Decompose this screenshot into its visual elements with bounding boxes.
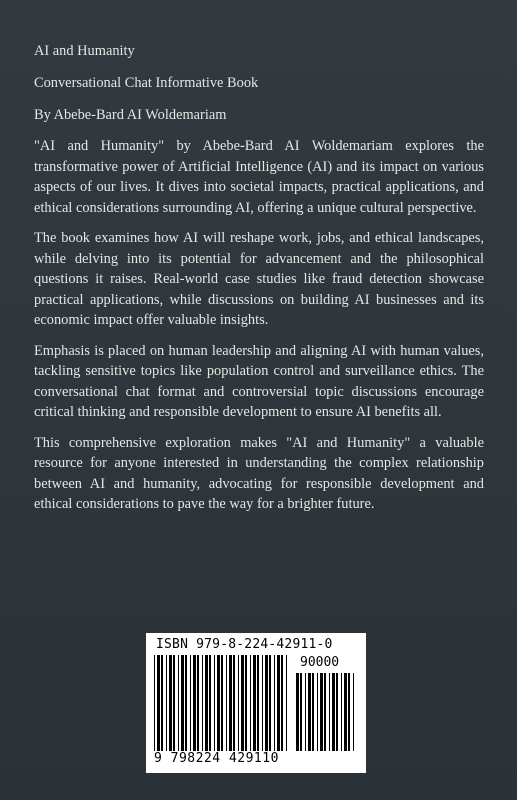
barcode-bar: [336, 673, 338, 751]
barcode-bar: [157, 655, 160, 751]
barcode-bar: [178, 655, 179, 751]
barcode-bar: [329, 673, 330, 751]
description-paragraph-1: "AI and Humanity" by Abebe-Bard AI Woldemariam explores the transformative power of Artificial Intelligence (AI) and its impact on various aspects of our lives. It dives into societal impacts, practical applications, and ethical considerations surrounding AI, offering a unique cultural perspective.: [34, 138, 484, 216]
barcode-bar: [312, 673, 314, 751]
barcode-bar: [197, 655, 199, 751]
barcode-bar: [181, 655, 184, 751]
barcode-bar: [173, 655, 175, 751]
barcode-bar: [317, 673, 318, 751]
barcode-bar: [185, 655, 187, 751]
book-author: By Abebe-Bard AI Woldemariam: [34, 107, 227, 123]
barcode-bar: [253, 655, 256, 751]
barcode-bar: [250, 655, 251, 751]
barcode-bar: [265, 655, 268, 751]
barcode-bar: [286, 655, 287, 751]
barcode-bar: [305, 673, 306, 751]
barcode-bar: [169, 655, 172, 751]
barcode-bar: [320, 673, 323, 751]
barcode-bar: [274, 655, 275, 751]
barcode-bar: [262, 655, 263, 751]
description-paragraph-3: Emphasis is placed on human leadership and aligning AI with human values, tackling sensitive topics like population control and surveillance ethics. The conversational chat format and controversial topic discussions encourage critical thinking and responsible development to ensure AI benefits all.: [34, 342, 484, 420]
barcode-bar: [214, 655, 215, 751]
barcode-addon-code: 90000: [300, 655, 340, 670]
book-subtitle: Conversational Chat Informative Book: [34, 75, 259, 91]
cover-text-block: [34, 40, 484, 515]
barcode-bar: [332, 673, 335, 751]
barcode-bar: [300, 673, 302, 751]
barcode-bar: [229, 655, 232, 751]
barcode-bar: [281, 655, 283, 751]
barcode-bar: [233, 655, 235, 751]
barcode-bar: [226, 655, 227, 751]
barcode-bar: [154, 655, 155, 751]
barcode-bar: [221, 655, 223, 751]
barcode-bar: [205, 655, 208, 751]
barcode-bars-main: [154, 655, 292, 751]
barcode-bar: [166, 655, 167, 751]
barcode-bar: [296, 673, 299, 751]
barcode-bar: [245, 655, 247, 751]
isbn-label: ISBN 979-8-224-42911-0: [156, 637, 333, 652]
barcode-bar: [193, 655, 196, 751]
description-paragraph-4: This comprehensive exploration makes "AI and Humanity" a valuable resource for anyone interested in understanding the complex relationship between AI and humanity, advocating for responsible development and ethical considerations to pave the way for a brighter future.: [34, 434, 484, 512]
barcode-bar: [269, 655, 271, 751]
barcode-bar: [202, 655, 203, 751]
barcode-bars-addon: [296, 673, 358, 751]
barcode-bar: [161, 655, 163, 751]
barcode-bar: [241, 655, 244, 751]
barcode-bar: [341, 673, 342, 751]
barcode-bar: [324, 673, 326, 751]
barcode-bar: [190, 655, 191, 751]
barcode-bar: [209, 655, 211, 751]
barcode-bar: [217, 655, 220, 751]
isbn-barcode: [146, 633, 366, 773]
barcode-bar: [277, 655, 280, 751]
barcode-bar: [344, 673, 347, 751]
description-paragraph-2: The book examines how AI will reshape work, jobs, and ethical landscapes, while delving into its potential for advancement and the philosophical questions it raises. Real-world case studies like fraud detection showcase practical applications, while discussions on building AI businesses and its economic impact offer valuable insights.: [34, 230, 484, 328]
barcode-bar: [257, 655, 259, 751]
barcode-bar: [308, 673, 311, 751]
barcode-bar: [348, 673, 350, 751]
barcode-bar: [353, 673, 354, 751]
book-title: AI and Humanity: [34, 43, 135, 59]
barcode-digits: 9 798224 429110: [154, 751, 279, 766]
barcode-bar: [238, 655, 239, 751]
